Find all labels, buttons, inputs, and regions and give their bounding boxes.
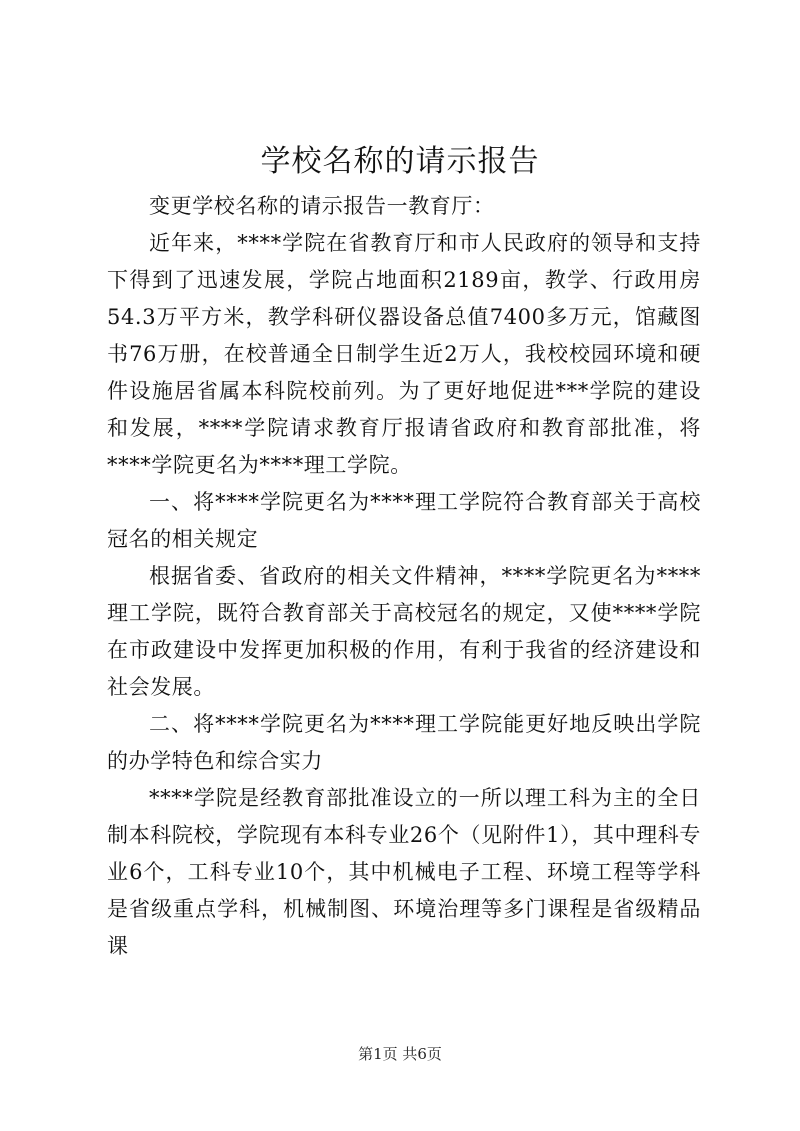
document-body: [107, 188, 701, 965]
intro-paragraph: 近年来，****学院在省教育厅和市人民政府的领导和支持下得到了迅速发展，学院占地面积2189亩，教学、行政用房54.3万平方米，教学科研仪器设备总值7400多万元，馆藏图书76万册，在校普通全日制学生近2万人，我校校园环境和硬件设施居省属本科院校前列。为了更好地促进***学院的建设和发展，****学院请求教育厅报请省政府和教育部批准，将****学院更名为****理工学院。: [107, 231, 701, 477]
section-heading-2: 二、将****学院更名为****理工学院能更好地反映出学院的办学特色和综合实力: [107, 712, 701, 773]
document-title: 学校名称的请示报告: [260, 144, 540, 179]
page-footer: 第1页 共6页: [358, 1045, 442, 1063]
section-2-paragraph: ****学院是经教育部批准设立的一所以理工科为主的全日制本科院校，学院现有本科专业26个（见附件1），其中理科专业6个，工科专业10个，其中机械电子工程、环境工程等学科是省级重点学科，机械制图、环境治理等多门课程是省级精品课: [107, 786, 701, 958]
section-1-paragraph: 根据省委、省政府的相关文件精神，****学院更名为****理工学院，既符合教育部关于高校冠名的规定，又使****学院在市政建设中发挥更加积极的作用，有利于我省的经济建设和社会发展。: [107, 564, 701, 699]
salutation-paragraph: 变更学校名称的请示报告一教育厅：: [149, 194, 495, 218]
section-heading-1: 一、将****学院更名为****理工学院符合教育部关于高校冠名的相关规定: [107, 490, 701, 551]
